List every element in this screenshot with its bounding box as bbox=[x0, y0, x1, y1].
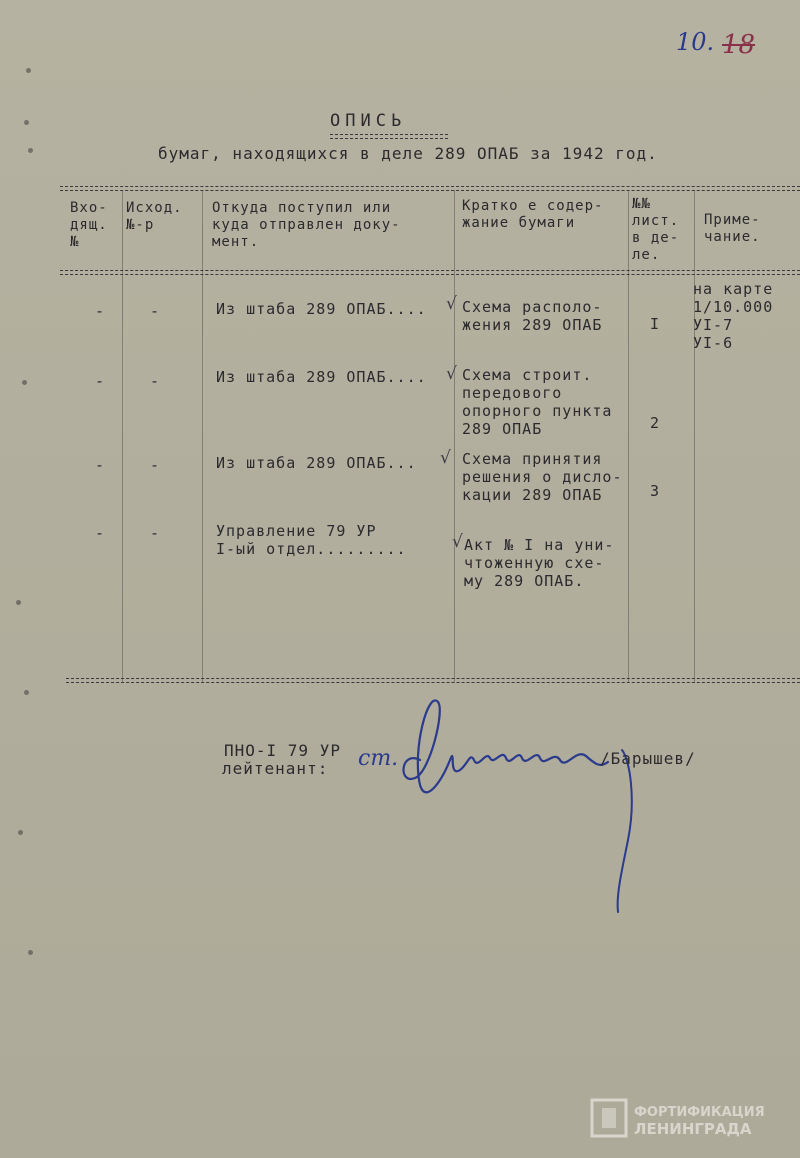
row3-content: Схема принятия решения о дисло- кации 289 ОПАБ bbox=[462, 450, 623, 504]
row2-incoming: - bbox=[95, 372, 106, 390]
punch-hole bbox=[22, 380, 27, 385]
row4-content: Акт № I на уни- чтоженную схе- му 289 ОПАБ. bbox=[464, 536, 615, 590]
watermark-emblem bbox=[590, 1096, 790, 1142]
column-divider bbox=[202, 190, 203, 682]
row1-outgoing: - bbox=[150, 302, 161, 320]
row1-note: на карте 1/10.000 УI-7 УI-6 bbox=[693, 280, 774, 352]
header-outgoing: Исход. №-р bbox=[126, 200, 183, 233]
header-incoming: Вхо- дящ. № bbox=[70, 200, 108, 250]
checkmark-icon: √ bbox=[446, 294, 457, 314]
title-underline bbox=[330, 134, 448, 139]
signature-name: /Барышев/ bbox=[600, 749, 696, 768]
row4-incoming: - bbox=[95, 524, 106, 542]
signature-position: ПНО-I 79 УР bbox=[224, 741, 341, 760]
table-bottom-rule bbox=[66, 678, 800, 683]
signature-rank: лейтенант: bbox=[222, 759, 329, 778]
header-source: Откуда поступил или куда отправлен доку- мент. bbox=[212, 200, 401, 250]
column-divider bbox=[454, 190, 455, 682]
row1-incoming: - bbox=[95, 302, 106, 320]
checkmark-icon: √ bbox=[452, 532, 463, 552]
row4-outgoing: - bbox=[150, 524, 161, 542]
punch-hole bbox=[24, 120, 29, 125]
watermark-logo bbox=[590, 1096, 790, 1146]
page-number-crossed: 18 bbox=[722, 30, 756, 60]
punch-hole bbox=[28, 148, 33, 153]
column-divider bbox=[694, 190, 695, 682]
doc-subtitle: бумаг, находящихся в деле 289 ОПАБ за 1942 год. bbox=[158, 144, 658, 163]
row1-sheets: I bbox=[650, 315, 661, 333]
header-bottom-rule bbox=[60, 270, 800, 275]
row1-content: Схема располо- жения 289 ОПАБ bbox=[462, 298, 603, 334]
page-number: 10. bbox=[676, 28, 715, 56]
signature-scribble bbox=[390, 690, 640, 920]
svg-text:ФОРТИФИКАЦИЯ: ФОРТИФИКАЦИЯ bbox=[634, 1105, 765, 1120]
row1-source: Из штаба 289 ОПАБ.... bbox=[216, 300, 427, 318]
row2-outgoing: - bbox=[150, 372, 161, 390]
punch-hole bbox=[28, 950, 33, 955]
row3-incoming: - bbox=[95, 456, 106, 474]
table-top-rule bbox=[60, 186, 800, 191]
checkmark-icon: √ bbox=[446, 364, 457, 384]
row3-sheets: 3 bbox=[650, 482, 661, 500]
header-sheets: №№ лист. в де- ле. bbox=[632, 196, 680, 263]
row2-sheets: 2 bbox=[650, 414, 661, 432]
signature-prefix: ст. bbox=[358, 746, 399, 771]
punch-hole bbox=[18, 830, 23, 835]
punch-hole bbox=[26, 68, 31, 73]
column-divider bbox=[628, 190, 629, 682]
punch-hole bbox=[16, 600, 21, 605]
header-note: Приме- чание. bbox=[704, 212, 761, 245]
row2-source: Из штаба 289 ОПАБ.... bbox=[216, 368, 427, 386]
header-content: Кратко е содер- жание бумаги bbox=[462, 198, 604, 231]
doc-title: ОПИСЬ bbox=[330, 111, 407, 131]
row3-outgoing: - bbox=[150, 456, 161, 474]
row3-source: Из штаба 289 ОПАБ... bbox=[216, 454, 417, 472]
svg-text:ЛЕНИНГРАДА: ЛЕНИНГРАДА bbox=[634, 1120, 752, 1138]
punch-hole bbox=[24, 690, 29, 695]
checkmark-icon: √ bbox=[440, 448, 451, 468]
row2-content: Схема строит. передового опорного пункта 289 ОПАБ bbox=[462, 366, 613, 438]
row4-source: Управление 79 УР I-ый отдел......... bbox=[216, 522, 407, 558]
column-divider bbox=[122, 190, 123, 682]
